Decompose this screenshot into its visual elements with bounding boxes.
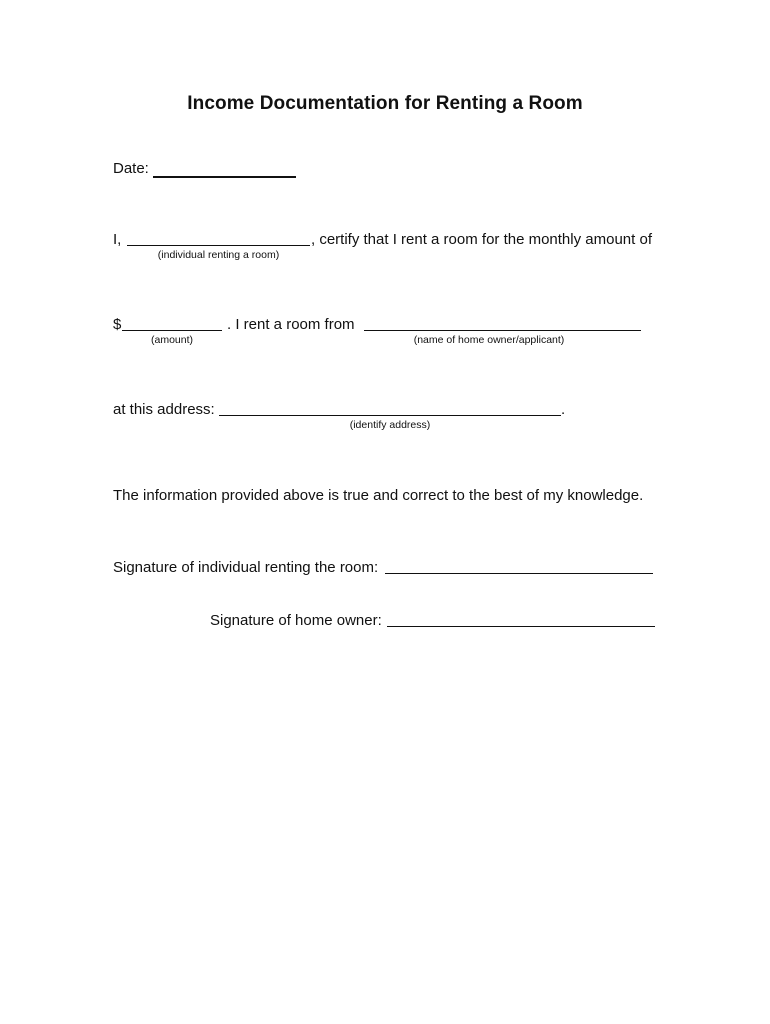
renter-signature-field[interactable] — [385, 573, 653, 574]
date-field[interactable] — [153, 176, 296, 178]
renter-signature-label: Signature of individual renting the room: — [113, 559, 379, 576]
address-label: at this address: — [113, 401, 215, 418]
renter-name-hint: (individual renting a room) — [157, 249, 280, 261]
home-owner-hint: (name of home owner/applicant) — [413, 334, 565, 346]
address-field[interactable] — [219, 415, 561, 416]
address-period: . — [561, 401, 566, 418]
document-title: Income Documentation for Renting a Room — [187, 93, 583, 114]
address-hint: (identify address) — [349, 419, 431, 431]
certification-statement: The information provided above is true and correct to the best of my knowledge. — [113, 487, 644, 504]
line2-middle: . I rent a room from — [227, 316, 355, 333]
renter-name-field[interactable] — [127, 245, 310, 246]
amount-field[interactable] — [122, 330, 222, 331]
owner-signature-label: Signature of home owner: — [210, 612, 382, 629]
amount-hint: (amount) — [150, 334, 193, 346]
owner-signature-field[interactable] — [387, 626, 655, 627]
date-label: Date: — [113, 160, 149, 177]
line1-prefix: I, — [113, 231, 122, 248]
line1-suffix: , certify that I rent a room for the monthly amount of — [311, 231, 652, 248]
home-owner-name-field[interactable] — [364, 330, 641, 331]
dollar-sign: $ — [113, 316, 122, 333]
